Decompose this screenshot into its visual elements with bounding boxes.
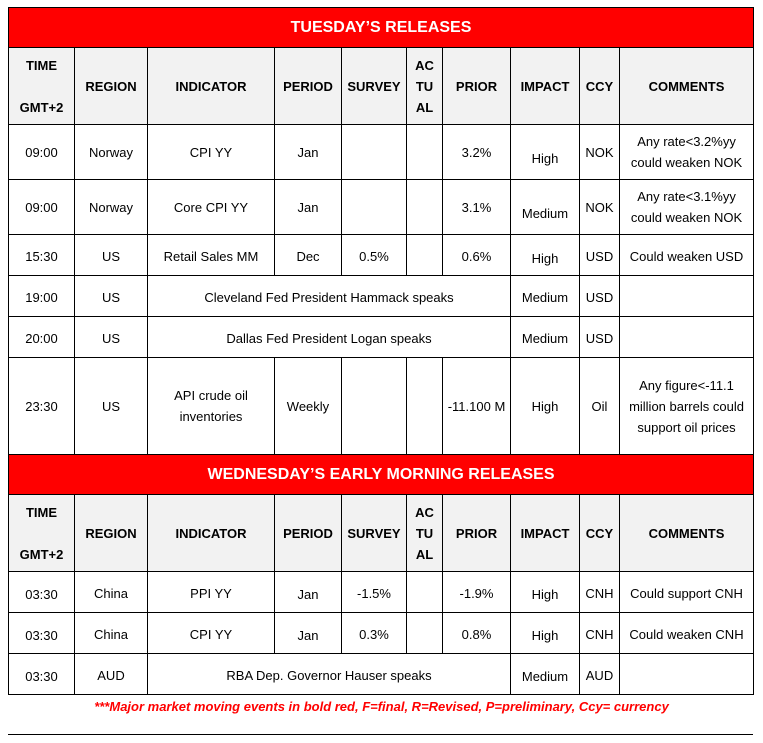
cell-impact: High	[511, 613, 580, 654]
table-row	[9, 235, 754, 276]
cell-period: Jan	[275, 125, 342, 180]
cell-comments: Any rate<3.2%yy could weaken NOK	[620, 125, 754, 180]
section-title: TUESDAY’S RELEASES	[9, 8, 754, 48]
cell-time: 09:00	[9, 125, 75, 180]
footer-legend-note: ***Major market moving events in bold red, F=final, R=Revised, P=preliminary, Ccy= currency	[94, 699, 669, 714]
cell-prior: 0.8%	[443, 613, 511, 654]
cell-period: Jan	[275, 572, 342, 613]
cell-period: Weekly	[275, 358, 342, 455]
economic-calendar-table	[8, 7, 754, 695]
table-row	[9, 180, 754, 235]
table-row	[9, 654, 754, 695]
header-prior: PRIOR	[443, 495, 511, 572]
header-actual: AC TU AL	[407, 48, 443, 125]
cell-comments	[620, 276, 754, 317]
cell-prior: 3.1%	[443, 180, 511, 235]
cell-region: China	[75, 613, 148, 654]
cell-time: 09:00	[9, 180, 75, 235]
header-period: PERIOD	[275, 495, 342, 572]
table-row	[9, 317, 754, 358]
cell-indicator: Retail Sales MM	[148, 235, 275, 276]
cell-time: 03:30	[9, 613, 75, 654]
cell-actual	[407, 572, 443, 613]
header-time: TIME GMT+2	[9, 495, 75, 572]
header-comments: COMMENTS	[620, 495, 754, 572]
cell-actual	[407, 125, 443, 180]
header-impact: IMPACT	[511, 495, 580, 572]
header-period: PERIOD	[275, 48, 342, 125]
cell-impact: Medium	[511, 180, 580, 235]
column-header-row	[9, 495, 754, 572]
cell-event: Dallas Fed President Logan speaks	[148, 317, 511, 358]
column-header-row	[9, 48, 754, 125]
table-row	[9, 613, 754, 654]
cell-indicator: CPI YY	[148, 125, 275, 180]
header-indicator: INDICATOR	[148, 48, 275, 125]
cell-event: Cleveland Fed President Hammack speaks	[148, 276, 511, 317]
cell-ccy: CNH	[580, 572, 620, 613]
table-row	[9, 276, 754, 317]
cell-survey: 0.3%	[342, 613, 407, 654]
cell-comments	[620, 317, 754, 358]
header-prior: PRIOR	[443, 48, 511, 125]
cell-ccy: NOK	[580, 125, 620, 180]
cell-prior: 3.2%	[443, 125, 511, 180]
header-time: TIME GMT+2	[9, 48, 75, 125]
cell-actual	[407, 358, 443, 455]
cell-region: US	[75, 276, 148, 317]
cell-time: 20:00	[9, 317, 75, 358]
horizontal-divider	[8, 734, 753, 735]
cell-event: RBA Dep. Governor Hauser speaks	[148, 654, 511, 695]
cell-impact: High	[511, 235, 580, 276]
cell-indicator: PPI YY	[148, 572, 275, 613]
header-region: REGION	[75, 48, 148, 125]
cell-region: AUD	[75, 654, 148, 695]
table-row	[9, 572, 754, 613]
header-actual: AC TU AL	[407, 495, 443, 572]
cell-ccy: USD	[580, 235, 620, 276]
cell-impact: High	[511, 358, 580, 455]
section-banner-tuesday	[9, 8, 754, 48]
cell-comments: Could weaken CNH	[620, 613, 754, 654]
table-row	[9, 125, 754, 180]
cell-time: 03:30	[9, 572, 75, 613]
cell-impact: High	[511, 572, 580, 613]
cell-comments: Could weaken USD	[620, 235, 754, 276]
header-survey: SURVEY	[342, 495, 407, 572]
cell-survey: -1.5%	[342, 572, 407, 613]
cell-prior: 0.6%	[443, 235, 511, 276]
header-ccy: CCY	[580, 495, 620, 572]
cell-indicator: CPI YY	[148, 613, 275, 654]
cell-survey	[342, 180, 407, 235]
cell-impact: Medium	[511, 317, 580, 358]
cell-prior: -1.9%	[443, 572, 511, 613]
header-comments: COMMENTS	[620, 48, 754, 125]
cell-ccy: NOK	[580, 180, 620, 235]
cell-impact: High	[511, 125, 580, 180]
cell-survey: 0.5%	[342, 235, 407, 276]
cell-region: Norway	[75, 125, 148, 180]
cell-prior: -11.100 M	[443, 358, 511, 455]
cell-period: Jan	[275, 180, 342, 235]
cell-region: US	[75, 317, 148, 358]
cell-ccy: AUD	[580, 654, 620, 695]
header-indicator: INDICATOR	[148, 495, 275, 572]
header-survey: SURVEY	[342, 48, 407, 125]
cell-indicator: Core CPI YY	[148, 180, 275, 235]
cell-ccy: CNH	[580, 613, 620, 654]
cell-time: 15:30	[9, 235, 75, 276]
cell-region: US	[75, 235, 148, 276]
cell-region: China	[75, 572, 148, 613]
cell-actual	[407, 180, 443, 235]
cell-time: 19:00	[9, 276, 75, 317]
cell-comments	[620, 654, 754, 695]
header-impact: IMPACT	[511, 48, 580, 125]
cell-impact: Medium	[511, 276, 580, 317]
cell-ccy: USD	[580, 276, 620, 317]
section-banner-wednesday	[9, 455, 754, 495]
section-title: WEDNESDAY’S EARLY MORNING RELEASES	[9, 455, 754, 495]
header-ccy: CCY	[580, 48, 620, 125]
cell-comments: Could support CNH	[620, 572, 754, 613]
cell-survey	[342, 358, 407, 455]
cell-period: Jan	[275, 613, 342, 654]
cell-actual	[407, 613, 443, 654]
cell-indicator: API crude oil inventories	[148, 358, 275, 455]
header-region: REGION	[75, 495, 148, 572]
cell-time: 23:30	[9, 358, 75, 455]
cell-ccy: Oil	[580, 358, 620, 455]
cell-region: US	[75, 358, 148, 455]
cell-comments: Any figure<-11.1 million barrels could support oil prices	[620, 358, 754, 455]
cell-impact: Medium	[511, 654, 580, 695]
cell-actual	[407, 235, 443, 276]
cell-survey	[342, 125, 407, 180]
cell-comments: Any rate<3.1%yy could weaken NOK	[620, 180, 754, 235]
cell-period: Dec	[275, 235, 342, 276]
table-row	[9, 358, 754, 455]
cell-time: 03:30	[9, 654, 75, 695]
cell-region: Norway	[75, 180, 148, 235]
cell-ccy: USD	[580, 317, 620, 358]
